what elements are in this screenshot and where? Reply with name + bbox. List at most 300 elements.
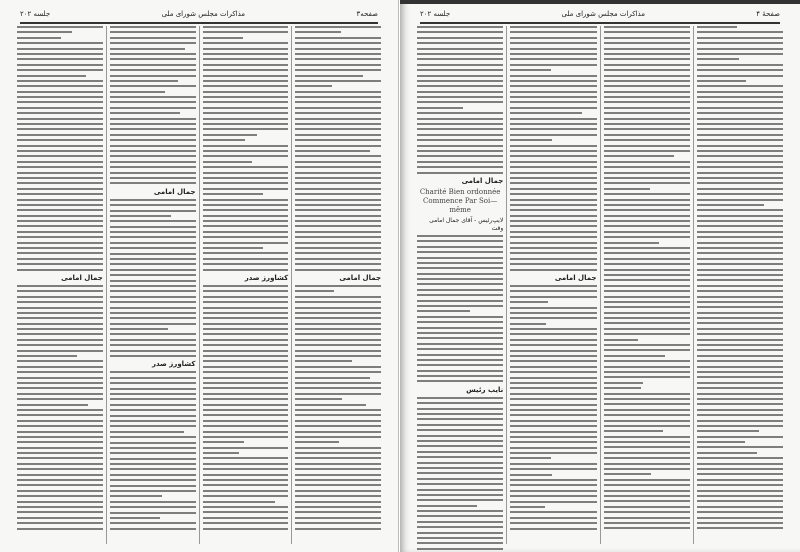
text-line (295, 91, 381, 93)
text-line (697, 199, 783, 201)
text-line (110, 155, 196, 157)
text-line (203, 225, 289, 227)
text-line (203, 188, 289, 190)
text-line (697, 527, 783, 529)
text-line (17, 307, 103, 309)
text-line (17, 301, 103, 303)
text-line (295, 188, 381, 190)
text-line (510, 231, 596, 233)
text-line (417, 257, 503, 259)
text-line (203, 431, 289, 433)
right-page-header (420, 8, 780, 20)
text-line (110, 215, 171, 217)
text-line (203, 382, 289, 384)
text-line (604, 436, 690, 438)
text-line (203, 522, 289, 524)
text-line (110, 242, 196, 244)
text-line (417, 375, 503, 377)
text-line (604, 290, 690, 292)
text-line (295, 404, 365, 406)
text-line (110, 48, 185, 50)
text-line (295, 528, 381, 530)
text-line (604, 188, 651, 190)
text-line (203, 339, 289, 341)
text-line (110, 75, 196, 77)
text-line (417, 80, 503, 82)
text-line (510, 172, 596, 174)
text-line (604, 64, 690, 66)
text-line (110, 333, 196, 335)
text-line (17, 463, 103, 465)
text-line (203, 155, 289, 157)
text-line (17, 123, 103, 125)
text-line (697, 306, 783, 308)
text-line (110, 436, 196, 438)
text-line (604, 511, 690, 513)
text-line (417, 294, 503, 296)
text-line (17, 150, 103, 152)
text-line (295, 225, 381, 227)
text-line (17, 312, 103, 314)
text-line (203, 161, 253, 163)
text-line (203, 452, 239, 454)
text-line (510, 495, 596, 497)
text-line (604, 463, 690, 465)
text-line (110, 307, 196, 309)
text-line (17, 452, 103, 454)
text-line (110, 280, 196, 282)
text-line (604, 306, 690, 308)
text-line (203, 236, 289, 238)
text-line (417, 472, 503, 474)
text-line (295, 269, 381, 271)
text-line (17, 404, 88, 406)
text-line (697, 366, 783, 368)
text-line (17, 382, 103, 384)
text-line (17, 64, 103, 66)
text-line (510, 31, 596, 33)
text-line (295, 328, 381, 330)
text-line (697, 231, 783, 233)
text-line (604, 490, 690, 492)
text-line (510, 166, 596, 168)
text-line (203, 69, 289, 71)
text-line (110, 468, 196, 470)
text-line (17, 188, 103, 190)
text-line (697, 301, 783, 303)
text-line (510, 474, 551, 476)
text-line (17, 75, 86, 77)
text-line (697, 328, 783, 330)
text-line (203, 474, 289, 476)
text-line (604, 252, 690, 254)
text-line (604, 527, 690, 529)
text-line (295, 441, 339, 443)
text-line (510, 150, 596, 152)
speaker-heading: جمال امامی (339, 273, 381, 282)
text-line (295, 360, 352, 362)
text-line (17, 366, 103, 368)
text-line (697, 430, 759, 432)
text-line (110, 344, 196, 346)
text-line (295, 107, 381, 109)
text-line (510, 312, 596, 314)
text-line (295, 48, 381, 50)
text-line (203, 177, 289, 179)
text-line (510, 161, 596, 163)
text-line (295, 182, 381, 184)
text-line (17, 252, 103, 254)
text-line (295, 333, 381, 335)
french-quote: Charité Bien ordonnée Commence Par Soi—même (419, 187, 501, 214)
text-line (604, 258, 690, 260)
text-line (295, 220, 381, 222)
text-line (295, 463, 381, 465)
text-line (510, 199, 596, 201)
text-line (697, 349, 783, 351)
text-line (604, 112, 690, 114)
text-line (203, 53, 289, 55)
text-line (110, 301, 196, 303)
text-line (697, 161, 783, 163)
text-line (510, 107, 596, 109)
text-line (417, 510, 503, 512)
text-line (295, 193, 381, 195)
text-line (110, 64, 196, 66)
text-line (604, 441, 690, 443)
text-line (17, 231, 103, 233)
text-line (510, 145, 596, 147)
text-line (17, 495, 103, 497)
text-line (510, 490, 596, 492)
text-line (17, 425, 103, 427)
text-line (417, 96, 503, 98)
text-line (417, 42, 503, 44)
text-line (110, 247, 196, 249)
text-line (203, 166, 289, 168)
text-line (604, 312, 690, 314)
text-line (417, 300, 503, 302)
text-line (510, 290, 596, 292)
text-line (417, 91, 503, 93)
text-line (417, 235, 503, 237)
text-line (295, 398, 342, 400)
text-line (110, 112, 180, 114)
text-line (604, 349, 690, 351)
text-line (17, 177, 103, 179)
text-line (203, 134, 257, 136)
text-line (697, 398, 783, 400)
text-line (110, 355, 196, 357)
running-title: مذاکرات مجلس شورای ملی (561, 10, 645, 18)
text-line (697, 258, 783, 260)
text-line (604, 247, 690, 249)
text-line (510, 296, 596, 298)
text-line (510, 58, 596, 60)
text-line (697, 285, 783, 287)
text-line (17, 296, 103, 298)
text-line (110, 128, 196, 130)
text-line (697, 75, 783, 77)
text-line (417, 262, 503, 264)
text-line (697, 333, 783, 335)
text-line (510, 393, 596, 395)
text-line (510, 307, 596, 309)
text-line (697, 225, 783, 227)
text-line (697, 279, 783, 281)
text-line (697, 155, 783, 157)
text-line (604, 193, 690, 195)
text-line (110, 501, 196, 503)
speaker-heading: جمال امامی (153, 187, 196, 196)
text-line (110, 101, 196, 103)
text-line (604, 430, 664, 432)
text-line (604, 231, 690, 233)
text-line (203, 290, 289, 292)
text-line (604, 242, 659, 244)
text-line (295, 387, 381, 389)
text-line (510, 247, 596, 249)
text-line (417, 26, 503, 28)
text-line (604, 398, 690, 400)
text-line (295, 69, 381, 71)
text-line (203, 468, 289, 470)
text-line (604, 75, 690, 77)
text-line (110, 398, 196, 400)
text-line (295, 80, 381, 82)
text-line (203, 387, 289, 389)
text-line (417, 150, 503, 152)
text-line (417, 166, 503, 168)
text-line (510, 155, 596, 157)
text-line (604, 236, 690, 238)
text-line (510, 355, 596, 357)
text-line (604, 220, 690, 222)
text-line (417, 462, 503, 464)
text-line (604, 85, 690, 87)
text-line (604, 199, 690, 201)
text-line (203, 501, 276, 503)
text-line (295, 85, 332, 87)
text-line (604, 495, 690, 497)
text-line (110, 479, 196, 481)
text-line (697, 355, 783, 357)
text-line (417, 321, 503, 323)
text-line (110, 274, 196, 276)
text-line (604, 484, 690, 486)
text-line (604, 37, 690, 39)
text-line (697, 269, 783, 271)
text-line (697, 53, 783, 55)
text-line (17, 96, 103, 98)
text-line (110, 285, 196, 287)
text-column (414, 26, 506, 544)
text-line (203, 258, 289, 260)
text-line (17, 517, 103, 519)
right-page (400, 0, 800, 552)
text-line (203, 242, 289, 244)
text-line (203, 199, 289, 201)
text-line (17, 522, 103, 524)
text-line (295, 128, 381, 130)
text-line (510, 301, 548, 303)
text-line (203, 75, 289, 77)
text-line (604, 279, 690, 281)
text-column (291, 26, 384, 544)
text-line (510, 317, 596, 319)
text-line (604, 339, 639, 341)
text-line (697, 118, 783, 120)
text-line (203, 312, 289, 314)
text-line (110, 528, 196, 530)
text-line (510, 501, 596, 503)
text-line (697, 263, 783, 265)
text-line (510, 85, 596, 87)
text-line (510, 269, 596, 271)
session-number: جلسه ۲۰۲ (420, 10, 451, 18)
text-line (295, 263, 381, 265)
text-line (17, 290, 103, 292)
text-line (510, 91, 596, 93)
text-line (295, 436, 381, 438)
text-line (203, 42, 289, 44)
text-line (697, 468, 783, 470)
text-line (110, 328, 168, 330)
text-line (110, 31, 196, 33)
running-title: مذاکرات مجلس شورای ملی (161, 10, 246, 18)
text-line (203, 344, 289, 346)
text-line (417, 451, 503, 453)
text-line (417, 337, 503, 339)
left-columns (14, 26, 384, 544)
text-line (295, 58, 381, 60)
text-line (510, 414, 596, 416)
text-line (697, 500, 783, 502)
text-line (697, 37, 783, 39)
text-line (295, 231, 381, 233)
text-line (697, 484, 783, 486)
text-line (110, 236, 196, 238)
text-line (110, 263, 196, 265)
text-line (417, 429, 503, 431)
text-line (203, 182, 289, 184)
text-line (510, 441, 596, 443)
text-line (417, 380, 503, 382)
text-line (697, 376, 783, 378)
text-line (697, 312, 783, 314)
text-line (697, 441, 745, 443)
text-line (417, 332, 503, 334)
text-line (203, 26, 289, 28)
text-line (110, 269, 196, 271)
text-line (604, 150, 690, 152)
text-line (697, 80, 746, 82)
text-line (510, 252, 596, 254)
text-line (295, 431, 381, 433)
text-line (604, 414, 690, 416)
text-line (203, 377, 289, 379)
text-line (295, 145, 381, 147)
text-line (110, 485, 196, 487)
text-line (604, 42, 690, 44)
text-line (110, 37, 196, 39)
text-line (510, 420, 596, 422)
text-line (17, 511, 103, 513)
text-line (295, 290, 334, 292)
text-line (604, 69, 690, 71)
text-line (510, 350, 596, 352)
text-line (697, 511, 783, 513)
page-number: صفحهٔ ۴ (756, 10, 780, 18)
text-line (295, 150, 370, 152)
left-page-header (20, 8, 378, 20)
text-line (697, 107, 783, 109)
text-line (417, 316, 503, 318)
text-line (417, 123, 503, 125)
text-line (17, 350, 103, 352)
text-line (604, 274, 690, 276)
text-line (17, 42, 103, 44)
text-line (110, 290, 196, 292)
text-line (604, 215, 690, 217)
text-line (295, 301, 381, 303)
text-line (203, 355, 289, 357)
text-line (110, 458, 196, 460)
text-line (604, 420, 690, 422)
text-line (203, 360, 289, 362)
text-line (295, 199, 381, 201)
text-line (417, 85, 503, 87)
text-line (510, 42, 596, 44)
text-line (697, 446, 783, 448)
text-line (417, 289, 503, 291)
text-line (510, 333, 596, 335)
text-line (295, 393, 381, 395)
text-line (110, 253, 196, 255)
text-line (417, 532, 503, 534)
text-line (110, 182, 196, 184)
text-line (110, 517, 161, 519)
text-line (110, 388, 196, 390)
text-line (110, 199, 196, 201)
text-line (17, 414, 103, 416)
text-line (110, 123, 196, 125)
text-line (110, 522, 196, 524)
text-line (510, 37, 596, 39)
text-line (17, 339, 103, 341)
text-snippet: لایپ‌رئیس - آقای جمال امامی وقت (429, 216, 504, 232)
text-line (510, 75, 596, 77)
text-line (697, 420, 783, 422)
text-line (295, 258, 381, 260)
text-line (17, 474, 103, 476)
text-line (17, 236, 103, 238)
text-line (604, 53, 690, 55)
text-column (600, 26, 693, 544)
text-line (510, 236, 596, 238)
text-line (17, 317, 103, 319)
text-line (203, 414, 289, 416)
text-line (203, 48, 289, 50)
text-line (604, 161, 690, 163)
text-line (417, 139, 503, 141)
text-line (697, 69, 783, 71)
text-line (17, 139, 103, 141)
text-line (17, 155, 103, 157)
text-line (17, 118, 103, 120)
text-line (203, 317, 289, 319)
text-line (110, 350, 196, 352)
